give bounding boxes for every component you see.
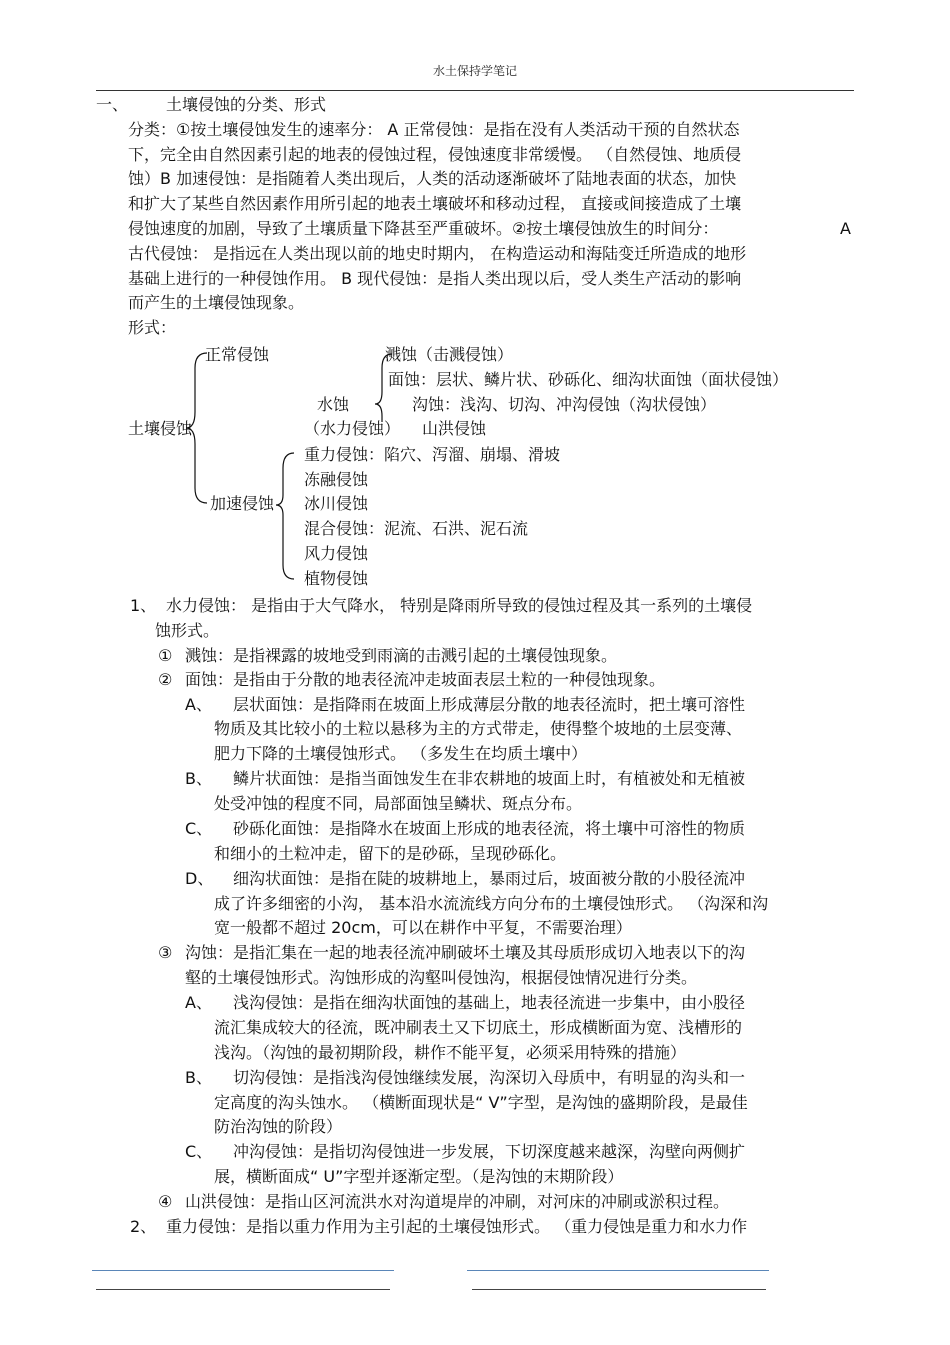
tree-accelerated-erosion: 加速侵蚀 [210,494,275,513]
item-text: 冲沟侵蚀：是指切沟侵蚀进一步发展，下切深度越来越深，沟壁向两侧扩 [233,1142,746,1161]
item-text: 面蚀：是指由于分散的地表径流冲走坡面表层土粒的一种侵蚀现象。 [185,670,666,689]
item-marker: ① [158,646,173,665]
tree-glacier: 冰川侵蚀 [304,494,369,513]
item-text: 沟蚀：是指汇集在一起的地表径流冲刷破坏土壤及其母质形成切入地表以下的沟 [185,943,746,962]
item-text: 蚀形式。 [155,621,220,640]
item-text: 浅沟。（沟蚀的最初期阶段，耕作不能平复，必须采用特殊的措施） [214,1043,687,1062]
item-text: 宽一般都不超过 20cm，可以在耕作中平复，不需要治理） [214,918,632,937]
item-text: 和细小的土粒冲走，留下的是砂砾，呈现砂砾化。 [214,844,567,863]
tree-plant: 植物侵蚀 [304,569,369,588]
item-text: 壑的土壤侵蚀形式。沟蚀形成的沟壑叫侵蚀沟，根据侵蚀情况进行分类。 [185,968,698,987]
item-text: 溅蚀：是指裸露的坡地受到雨滴的击溅引起的土壤侵蚀现象。 [185,646,618,665]
item-marker: C、 [185,1142,213,1161]
item-text: 浅沟侵蚀：是指在细沟状面蚀的基础上，地表径流进一步集中，由小股径 [233,993,746,1012]
item-marker: 2、 [130,1217,157,1236]
item-text: 重力侵蚀：是指以重力作用为主引起的土壤侵蚀形式。 （重力侵蚀是重力和水力作 [166,1217,748,1236]
tree-splash: 溅蚀（击溅侵蚀） [385,345,514,364]
tree-water-erosion: 水蚀 [317,395,350,414]
tree-flood: 山洪侵蚀 [422,419,487,438]
paragraph-line: 和扩大了某些自然因素作用所引起的地表土壤破坏和移动过程， 直接或间接造成了土壤 [128,194,742,213]
item-text: 防治沟蚀的阶段） [214,1117,343,1136]
item-marker: ② [158,670,173,689]
item-marker: B、 [185,1068,212,1087]
item-marker: ④ [158,1192,173,1211]
item-text: 肥力下降的土壤侵蚀形式。 （多发生在均质土壤中） [214,744,588,763]
item-text: 流汇集成较大的径流，既冲刷表土又下切底土，形成横断面为宽、浅槽形的 [214,1018,743,1037]
item-text: 山洪侵蚀：是指山区河流洪水对沟道堤岸的冲刷，对河床的冲刷或淤积过程。 [185,1192,730,1211]
tree-normal-erosion: 正常侵蚀 [205,345,270,364]
paragraph-line: 分类：①按土壤侵蚀发生的速率分： A 正常侵蚀：是指在没有人类活动干预的自然状态 [128,120,740,139]
paragraph-line-tail: A [840,219,851,238]
tree-gully: 沟蚀：浅沟、切沟、冲沟侵蚀（沟状侵蚀） [412,395,717,414]
item-marker: B、 [185,769,212,788]
paragraph-line: 基础上进行的一种侵蚀作用。 B 现代侵蚀：是指人类出现以后，受人类生产活动的影响 [128,269,742,288]
tree-mixed: 混合侵蚀：泥流、石洪、泥石流 [304,519,529,538]
item-text: 水力侵蚀： 是指由于大气降水， 特别是降雨所导致的侵蚀过程及其一系列的土壤侵 [166,596,753,615]
tree-water-erosion-alt: （水力侵蚀） [304,419,401,438]
paragraph-line: 而产生的土壤侵蚀现象。 [128,293,305,312]
section-title: 土壤侵蚀的分类、形式 [166,95,327,114]
item-text: 鳞片状面蚀：是指当面蚀发生在非农耕地的坡面上时，有植被处和无植被 [233,769,746,788]
footer-rule [92,1270,394,1271]
paragraph-line: 古代侵蚀： 是指远在人类出现以前的地史时期内， 在构造运动和海陆变迁所造成的地形 [128,244,747,263]
tree-root: 土壤侵蚀 [128,419,193,438]
section-number: 一、 [96,95,129,114]
item-marker: D、 [185,869,214,888]
footer-rule [96,1289,390,1290]
paragraph-line: 侵蚀速度的加剧，导致了土壤质量下降甚至严重破坏。②按土壤侵蚀放生的时间分： [128,219,719,238]
page-header: 水土保持学笔记 [432,64,517,78]
item-text: 细沟状面蚀：是指在陡的坡耕地上，暴雨过后，坡面被分散的小股径流冲 [233,869,746,888]
item-text: 处受冲蚀的程度不同，局部面蚀呈鳞状、斑点分布。 [214,794,583,813]
footer-rule [467,1270,769,1271]
item-text: 定高度的沟头蚀水。 （横断面现状是“ V”字型，是沟蚀的盛期阶段，是最佳 [214,1093,748,1112]
item-marker: 1、 [130,596,157,615]
tree-gravity: 重力侵蚀：陷穴、泻溜、崩塌、滑坡 [304,445,561,464]
footer-rule [472,1289,766,1290]
tree-wind: 风力侵蚀 [304,544,369,563]
item-text: 切沟侵蚀：是指浅沟侵蚀继续发展，沟深切入母质中，有明显的沟头和一 [233,1068,746,1087]
item-text: 物质及其比较小的土粒以悬移为主的方式带走，使得整个坡地的土层变薄、 [214,719,743,738]
item-marker: C、 [185,819,213,838]
item-marker: A、 [185,695,212,714]
item-text: 层状面蚀：是指降雨在坡面上形成薄层分散的地表径流时，把土壤可溶性 [233,695,746,714]
paragraph-line: 下，完全由自然因素引起的地表的侵蚀过程，侵蚀速度非常缓慢。 （自然侵蚀、地质侵 [128,145,742,164]
paragraph-line: 蚀）B 加速侵蚀：是指随着人类出现后，人类的活动逐渐破坏了陆地表面的状态，加快 [128,169,737,188]
item-marker: ③ [158,943,173,962]
tree-sheet: 面蚀：层状、鳞片状、砂砾化、细沟状面蚀（面状侵蚀） [388,370,789,389]
item-text: 展，横断面成“ U”字型并逐渐定型。（是沟蚀的末期阶段） [214,1167,624,1186]
classification-braces [0,0,950,600]
item-text: 成了许多细密的小沟， 基本沿水流流线方向分布的土壤侵蚀形式。 （沟深和沟 [214,894,769,913]
item-marker: A、 [185,993,212,1012]
tree-freeze: 冻融侵蚀 [304,470,369,489]
form-label: 形式： [128,318,177,337]
item-text: 砂砾化面蚀：是指降水在坡面上形成的地表径流，将土壤中可溶性的物质 [233,819,746,838]
